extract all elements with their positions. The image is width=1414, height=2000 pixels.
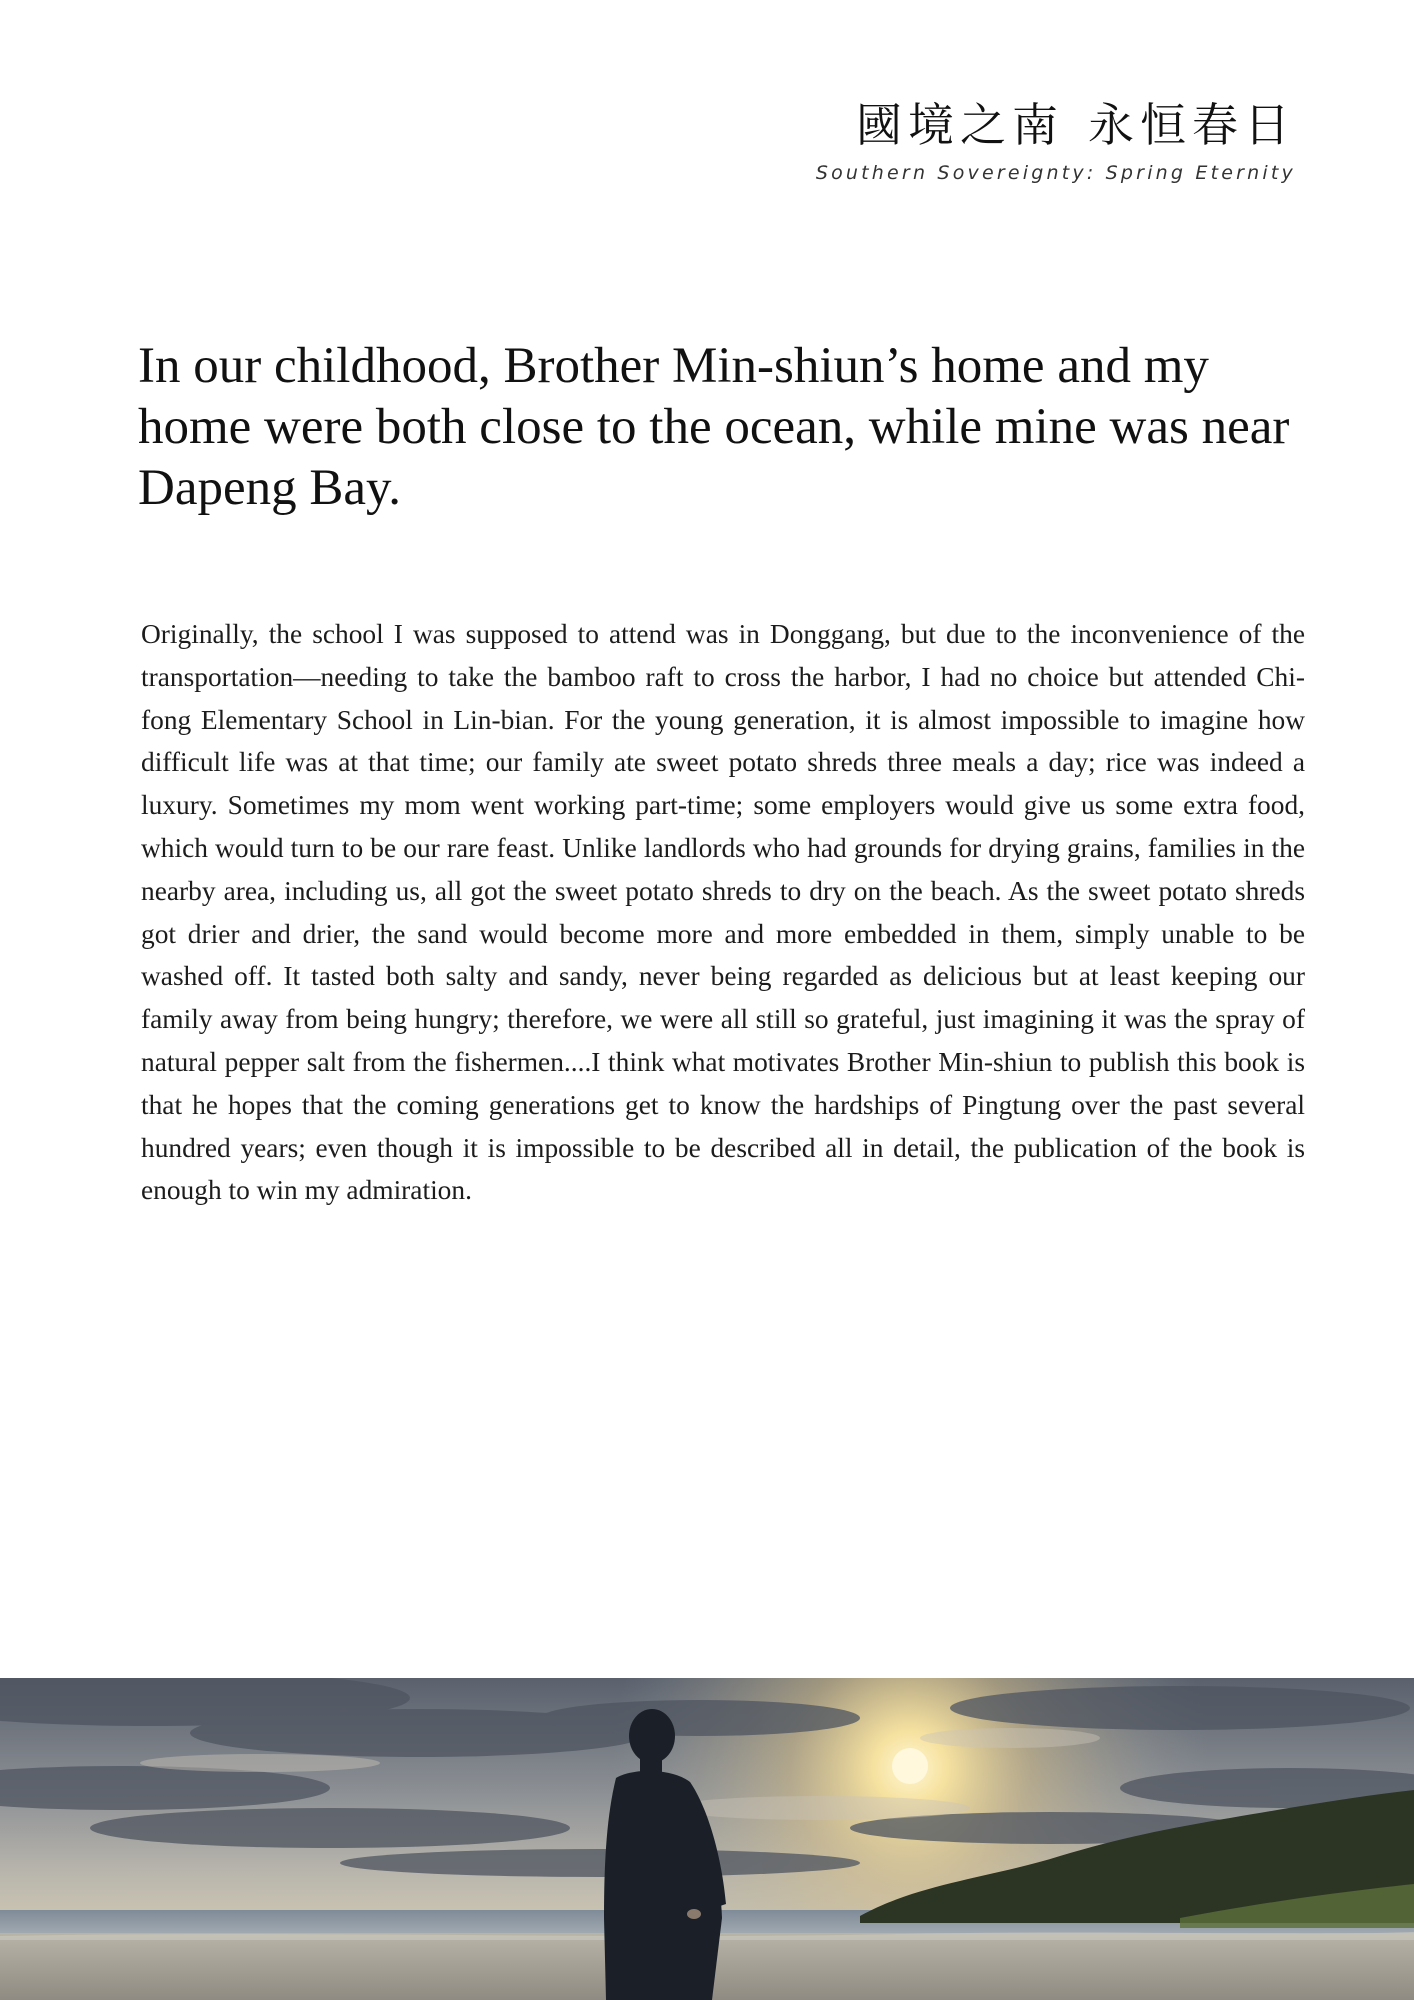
- brand-title-chinese: [736, 98, 1296, 152]
- headline: In our childhood, Brother Min-shiun’s home and my home were both close to the ocean, while mine was near Dapeng Bay.: [138, 338, 1290, 516]
- hand: [687, 1909, 701, 1919]
- brand-header: [736, 98, 1296, 184]
- brand-title-chinese-part-1: 國境之南: [856, 98, 1064, 152]
- brand-title-english: Southern Sovereignty: Spring Eternity: [815, 162, 1296, 184]
- beach-sunset-photo: [0, 1678, 1414, 2000]
- body-paragraph: Originally, the school I was supposed to attend was in Donggang, but due to the inconvenience of the transportation—needing to take the bamboo raft to cross the harbor, I had no choice but attended Chi-fong Elementary School in Lin-bian. For the young generation, it is almost impossible to imagine how difficult life was at that time; our family ate sweet potato shreds three meals a day; rice was indeed a luxury. Sometimes my mom went working part-time; some employers would give us some extra food, which would turn to be our rare feast. Unlike landlords who had grounds for drying grains, families in the nearby area, including us, all got the sweet potato shreds to dry on the beach. As the sweet potato shreds got drier and drier, the sand would become more and more embedded in them, simply unable to be washed off. It tasted both salty and sandy, never being regarded as delicious but at least keeping our family away from being hungry; therefore, we were all still so grateful, just imagining it was the spray of natural pepper salt from the fishermen....I think what motivates Brother Min-shiun to publish this book is that he hopes that the coming generations get to know the hardships of Pingtung over the past several hundred years; even though it is impossible to be described all in detail, the publication of the book is enough to win my admiration.: [141, 619, 1305, 1206]
- brand-title-chinese-part-2: 永恒春日: [1088, 98, 1296, 152]
- sun: [892, 1748, 928, 1784]
